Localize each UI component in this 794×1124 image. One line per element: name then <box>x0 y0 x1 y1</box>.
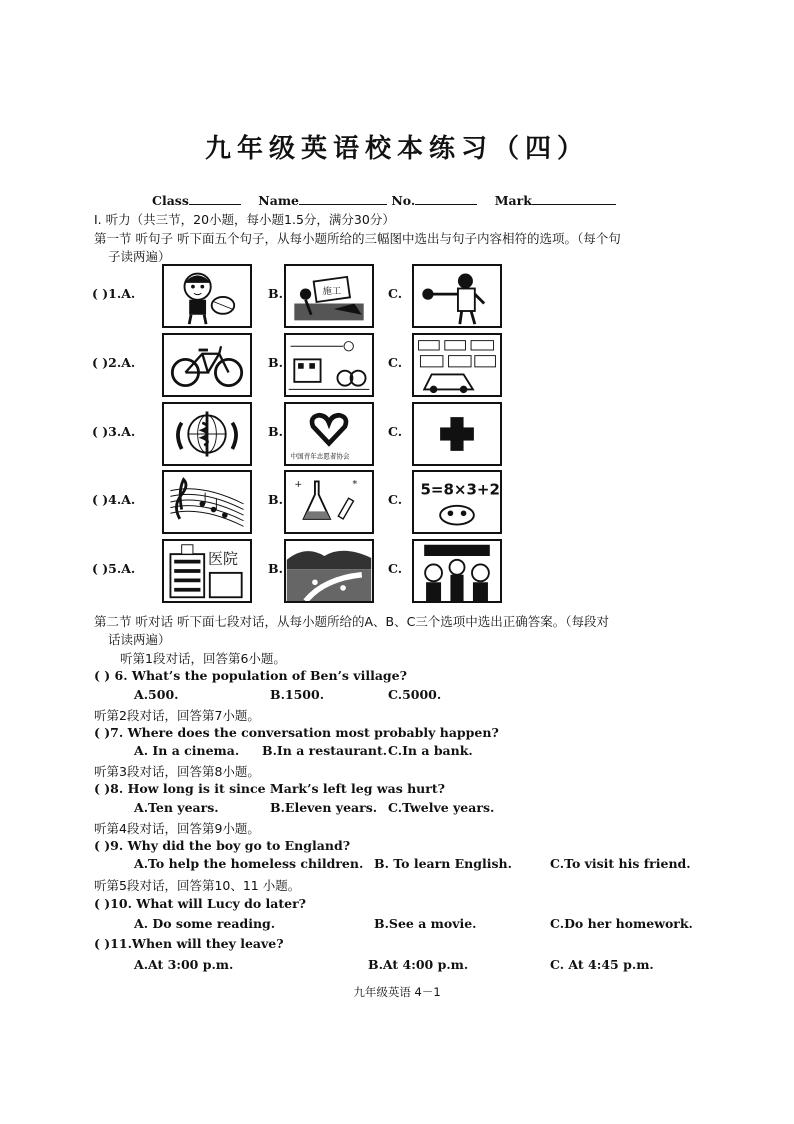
bicycle-icon[interactable] <box>162 333 252 397</box>
park-scene-icon[interactable] <box>284 539 374 603</box>
mark-blank[interactable] <box>532 192 616 205</box>
question-text: ( )9. Why did the boy go to England? <box>94 838 351 853</box>
girl-with-drum-icon[interactable] <box>162 264 252 328</box>
option-b[interactable]: B.At 4:00 p.m. <box>368 957 469 972</box>
hospital-sign: 医院 <box>207 549 238 568</box>
question-text: ( )7. Where does the conversation most probably happen? <box>94 725 499 740</box>
option-c-label: C. <box>388 492 403 507</box>
option-b-label: B. <box>268 424 283 439</box>
family-crowd-icon[interactable] <box>412 539 502 603</box>
option-b-label: B. <box>268 561 283 576</box>
option-b[interactable]: B.Eleven years. <box>270 800 378 815</box>
question-text: ( ) 6. What’s the population of Ben’s village? <box>94 668 407 683</box>
picture-question-5 <box>92 539 512 607</box>
section2-line1: 第二节 听对话 听下面七段对话，从每小题所给的A、B、C三个选项中选出正确答案。（每段对 <box>94 614 610 629</box>
who-emblem-icon[interactable] <box>162 402 252 466</box>
volunteer-heart-icon[interactable] <box>284 402 374 466</box>
option-b[interactable]: B.See a movie. <box>374 916 477 931</box>
option-c-label: C. <box>388 561 403 576</box>
construction-worker-icon[interactable] <box>284 264 374 328</box>
option-c-label: C. <box>388 424 403 439</box>
picture-question-1 <box>92 264 512 332</box>
class-label: Class <box>152 193 189 208</box>
math-numbers-icon[interactable] <box>412 470 502 534</box>
option-c-label: C. <box>388 286 403 301</box>
option-c[interactable]: C.5000. <box>388 687 442 702</box>
hospital-icon[interactable] <box>162 539 252 603</box>
question-label: ( )5.A. <box>92 561 136 576</box>
music-notes-icon[interactable] <box>162 470 252 534</box>
traffic-jam-icon[interactable] <box>412 333 502 397</box>
option-c[interactable]: C.Do her homework. <box>550 916 693 931</box>
option-a[interactable]: A.500. <box>134 687 179 702</box>
section2-line2: 话读两遍） <box>108 632 171 647</box>
option-b[interactable]: B.In a restaurant. <box>262 743 388 758</box>
no-label: No. <box>391 193 416 208</box>
option-a[interactable]: A.At 3:00 p.m. <box>134 957 234 972</box>
question-label: ( )2.A. <box>92 355 136 370</box>
section1-heading: I. 听力（共三节，20小题，每小题1.5分，满分30分） <box>94 212 395 227</box>
question-text: ( )8. How long is it since Mark’s left leg was hurt? <box>94 781 445 796</box>
svg-text:*: * <box>352 479 358 490</box>
factory-pollution-icon[interactable] <box>284 333 374 397</box>
boxer-icon[interactable] <box>412 264 502 328</box>
option-c[interactable]: C.In a bank. <box>388 743 473 758</box>
no-blank[interactable] <box>415 192 477 205</box>
red-cross-icon[interactable] <box>412 402 502 466</box>
option-a[interactable]: A. Do some reading. <box>134 916 276 931</box>
picture-question-4 <box>92 470 512 538</box>
question-text: ( )11.When will they leave? <box>94 936 284 951</box>
sign-text: 施工 <box>322 286 342 298</box>
question-label: ( )1.A. <box>92 286 136 301</box>
chemistry-flask-icon[interactable] <box>284 470 374 534</box>
name-label: Name <box>258 193 300 208</box>
option-c[interactable]: C.Twelve years. <box>388 800 495 815</box>
picture-question-3 <box>92 402 512 470</box>
mark-label: Mark <box>494 193 532 208</box>
dialogue-intro: 听第2段对话，回答第7小题。 <box>94 708 260 723</box>
option-c[interactable]: C. At 4:45 p.m. <box>550 957 654 972</box>
name-blank[interactable] <box>299 192 387 205</box>
dialogue-intro: 听第1段对话，回答第6小题。 <box>120 651 286 666</box>
dialogue-intro: 听第5段对话，回答第10、11 小题。 <box>94 878 301 893</box>
question-text: ( )10. What will Lucy do later? <box>94 896 307 911</box>
class-blank[interactable] <box>189 192 241 205</box>
math-text: 5=8×3+2 <box>420 480 500 499</box>
picture-question-2 <box>92 333 512 401</box>
page-footer: 九年级英语 4－1 <box>353 985 441 999</box>
volunteer-caption: 中国青年志愿者协会 <box>290 452 350 461</box>
option-c[interactable]: C.To visit his friend. <box>550 856 691 871</box>
option-a[interactable]: A. In a cinema. <box>134 743 240 758</box>
option-b[interactable]: B. To learn English. <box>374 856 512 871</box>
section1-part1-line2: 子读两遍） <box>108 249 171 264</box>
dialogue-intro: 听第3段对话，回答第8小题。 <box>94 764 260 779</box>
option-b[interactable]: B.1500. <box>270 687 325 702</box>
option-b-label: B. <box>268 492 283 507</box>
option-c-label: C. <box>388 355 403 370</box>
student-info-line <box>152 192 616 208</box>
svg-text:+: + <box>294 479 303 490</box>
option-a[interactable]: A.Ten years. <box>134 800 219 815</box>
section1-part1-line1: 第一节 听句子 听下面五个句子，从每小题所给的三幅图中选出与句子内容相符的选项。（每个句 <box>94 231 621 246</box>
dialogue-intro: 听第4段对话，回答第9小题。 <box>94 821 260 836</box>
question-label: ( )3.A. <box>92 424 136 439</box>
page-title: 九年级英语校本练习（四） <box>204 134 589 164</box>
option-b-label: B. <box>268 355 283 370</box>
option-b-label: B. <box>268 286 283 301</box>
question-label: ( )4.A. <box>92 492 136 507</box>
option-a[interactable]: A.To help the homeless children. <box>134 856 364 871</box>
